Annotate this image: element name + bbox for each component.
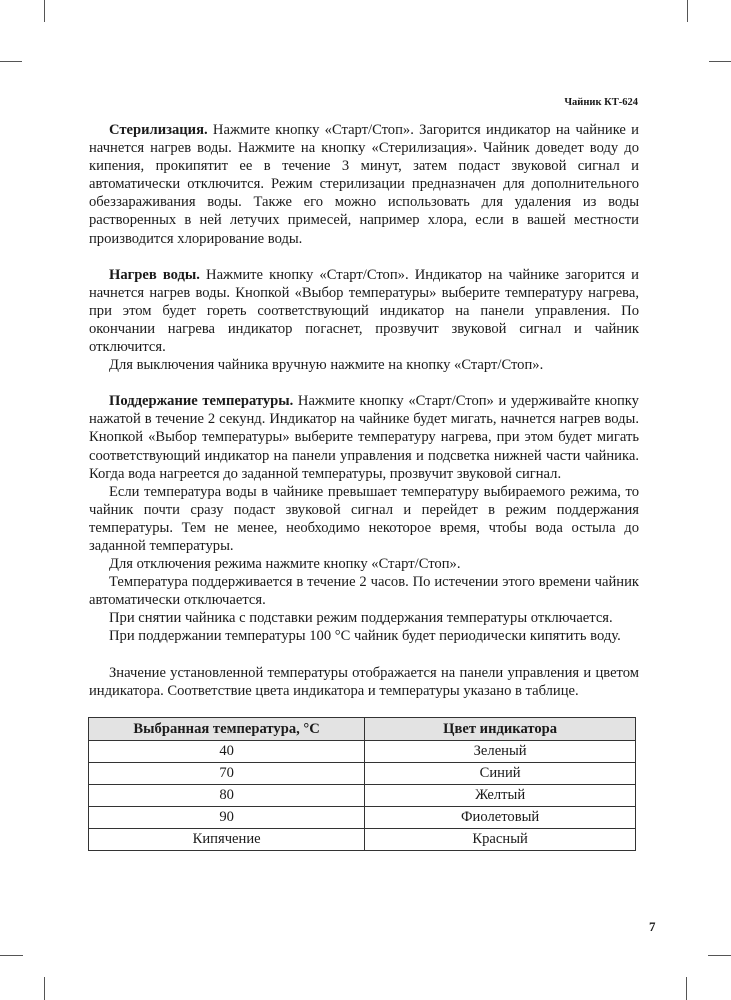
paragraph: Для выключения чайника вручную нажмите на кнопку «Старт/Стоп». <box>109 357 544 374</box>
paragraph: При снятии чайника с подставки режим поддержания температуры отключается. <box>109 610 613 627</box>
paragraph-water-heating: Нагрев воды. Нажмите кнопку «Старт/Стоп». Индикатор на чайнике загорится и начнется нагрев воды. Кнопкой «Выбор температуры» выберите температуру нагрева, при этом будет гореть соответствующий индикатор на панели управления. По окончании нагрева индикатор погаснет, прозвучит звуковой сигнал и чайник отключится. <box>89 266 639 356</box>
table-row <box>89 741 636 763</box>
paragraph-heading: Стерилизация. <box>109 122 208 138</box>
cell-color: Синий <box>365 763 636 785</box>
crop-mark-top-left-h <box>0 61 22 62</box>
crop-mark-bottom-left-h <box>0 955 23 956</box>
table-row <box>89 829 636 851</box>
crop-mark-top-right-v <box>687 0 688 22</box>
crop-mark-bottom-right-h <box>708 955 731 956</box>
paragraph-heading: Нагрев воды. <box>109 266 200 283</box>
cell-temperature: 40 <box>89 741 365 763</box>
cell-temperature: 90 <box>89 807 365 829</box>
cell-temperature: 70 <box>89 763 365 785</box>
cell-temperature: Кипячение <box>89 829 365 851</box>
paragraph: Температура поддерживается в течение 2 часов. По истечении этого времени чайник автоматически отключается. <box>89 574 639 609</box>
crop-mark-top-left-v <box>44 0 45 22</box>
body-text <box>89 121 639 700</box>
table-row <box>89 807 636 829</box>
page-number: 7 <box>649 919 656 934</box>
paragraph: При поддержании температуры 100 °С чайник будет периодически кипятить воду. <box>109 628 621 645</box>
paragraph: Если температура воды в чайнике превышает температуру выбираемого режима, то чайник почти сразу подаст звуковой сигнал и перейдет в режим поддержания температуры. Тем не менее, необходимо некоторое время, чтобы вода остыла до заданной температуры. <box>89 483 639 554</box>
paragraph: Для отключения режима нажмите кнопку «Старт/Стоп». <box>109 556 461 573</box>
table-header-row <box>89 718 636 741</box>
crop-mark-bottom-left-v <box>44 977 45 1000</box>
cell-color: Зеленый <box>365 741 636 763</box>
cell-color: Желтый <box>365 785 636 807</box>
column-header-indicator-color: Цвет индикатора <box>365 718 636 741</box>
table-row <box>89 763 636 785</box>
crop-mark-top-right-h <box>709 61 731 62</box>
cell-color: Фиолетовый <box>365 807 636 829</box>
paragraph-keep-warm: Поддержание температуры. Нажмите кнопку «Старт/Стоп» и удерживайте кнопку нажатой в течение 2 секунд. Индикатор на чайнике будет мигать, начнется нагрев воды. Кнопкой «Выбор температуры» выберите температуру нагрева, при этом будет мигать соответствующий индикатор на панели управления и подсветка нижней части чайника. Когда вода нагреется до заданной температуры, прозвучит звуковой сигнал. <box>89 393 639 482</box>
temperature-color-table <box>88 717 636 851</box>
paragraph-sterilization: Стерилизация. Нажмите кнопку «Старт/Стоп». Загорится индикатор на чайнике и начнется нагрев воды. Нажмите на кнопку «Стерилизация». Чайник доведет воду до кипения, прокипятит ее в течение 3 минут, затем подаст звуковой сигнал и автоматически отключится. Режим стерилизации предназначен для дополнительного обеззараживания воды. Также его можно использовать для удаления из воды растворенных в ней летучих примесей, например хлора, если в вашей местности производится хлорирование воды. <box>89 122 639 247</box>
cell-color: Красный <box>365 829 636 851</box>
paragraph-table-intro: Значение установленной температуры отображается на панели управления и цветом индикатора. Соответствие цвета индикатора и температуры указано в таблице. <box>89 664 639 699</box>
table-row <box>89 785 636 807</box>
paragraph-heading: Поддержание температуры. <box>109 393 294 410</box>
running-header: Чайник КТ-624 <box>564 97 638 108</box>
cell-temperature: 80 <box>89 785 365 807</box>
column-header-temperature: Выбранная температура, °С <box>89 718 365 741</box>
crop-mark-bottom-right-v <box>686 977 687 1000</box>
